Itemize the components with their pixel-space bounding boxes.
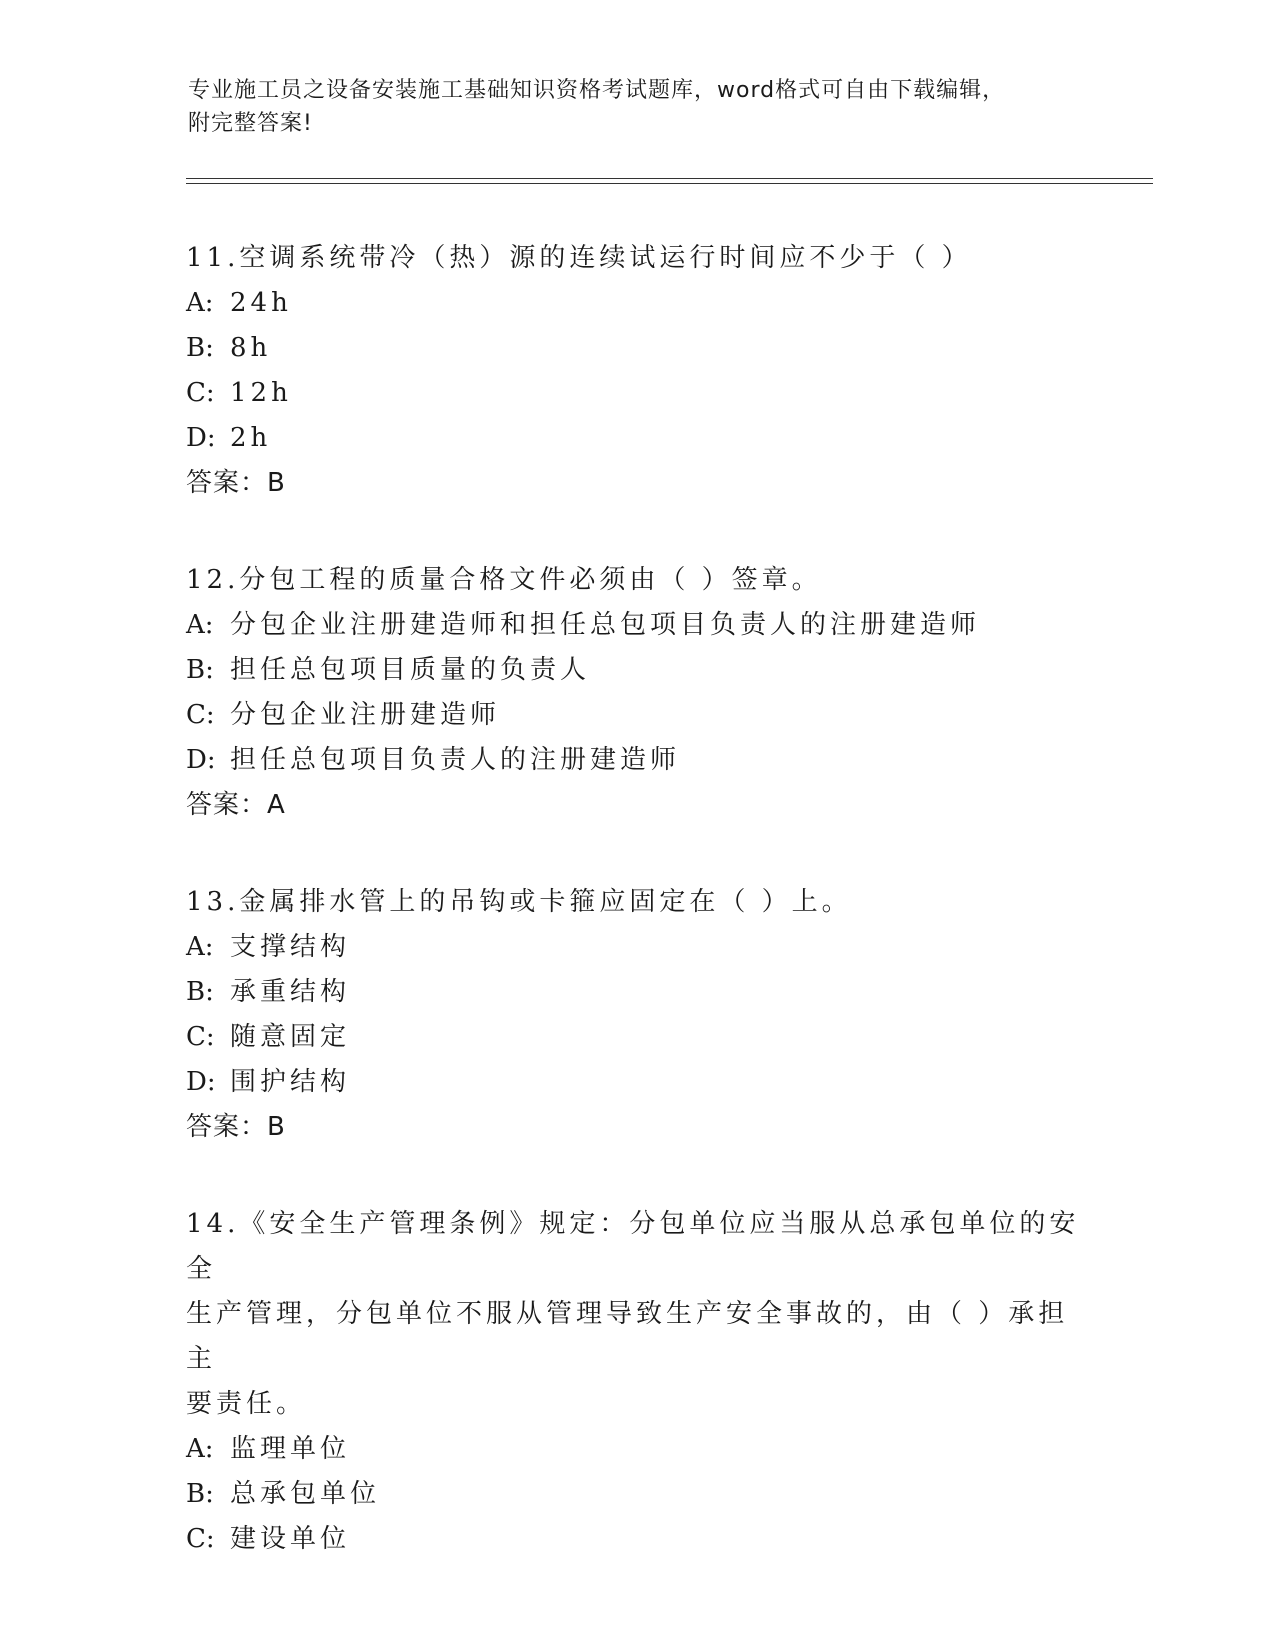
option-a — [186, 1427, 1086, 1472]
answer-line: 答案：B — [186, 468, 286, 498]
option-key: C: — [186, 1022, 215, 1052]
option-text: 分包企业注册建造师 — [230, 700, 501, 730]
option-key: B: — [186, 1479, 214, 1509]
option-text: 随意固定 — [230, 1022, 351, 1052]
option-text: 8h — [230, 333, 272, 363]
question-stem — [186, 1202, 1086, 1427]
option-key: C: — [186, 378, 215, 408]
option-d — [186, 416, 1086, 461]
option-text: 12h — [230, 378, 292, 408]
option-key: D: — [186, 1067, 216, 1097]
option-a — [186, 925, 1086, 970]
option-text: 监理单位 — [230, 1434, 351, 1464]
question-stem: 13.金属排水管上的吊钩或卡箍应固定在（ ）上。 — [186, 887, 852, 917]
option-key: B: — [186, 977, 214, 1007]
question-stem-line-1: 14.《安全生产管理条例》规定：分包单位应当服从总承包单位的安全 — [186, 1209, 1080, 1284]
option-text: 支撑结构 — [230, 932, 351, 962]
option-text: 分包企业注册建造师和担任总包项目负责人的注册建造师 — [230, 610, 981, 640]
option-text: 24h — [230, 288, 292, 318]
option-text: 担任总包项目质量的负责人 — [230, 655, 591, 685]
question-stem-line-2: 生产管理，分包单位不服从管理导致生产安全事故的，由（ ）承担主 — [186, 1299, 1069, 1374]
option-key: C: — [186, 1524, 215, 1554]
option-b — [186, 1472, 1086, 1517]
option-a — [186, 281, 1086, 326]
option-b — [186, 970, 1086, 1015]
question-stem-line-3: 要责任。 — [186, 1389, 307, 1419]
option-key: A: — [186, 610, 214, 640]
header-line-2: 附完整答案! — [188, 111, 313, 136]
document-header — [188, 74, 1088, 140]
header-line-1: 专业施工员之设备安装施工基础知识资格考试题库，word格式可自由下载编辑， — [188, 78, 1006, 103]
option-text: 承重结构 — [230, 977, 351, 1007]
question-list — [186, 236, 1086, 1614]
option-text: 围护结构 — [230, 1067, 351, 1097]
question-12 — [186, 558, 1086, 828]
option-key: C: — [186, 700, 215, 730]
option-key: A: — [186, 288, 214, 318]
option-b — [186, 326, 1086, 371]
option-c — [186, 693, 1086, 738]
option-key: D: — [186, 423, 216, 453]
option-text: 建设单位 — [230, 1524, 351, 1554]
option-key: B: — [186, 655, 214, 685]
option-c — [186, 1517, 1086, 1562]
question-stem: 11.空调系统带冷（热）源的连续试运行时间应不少于（ ） — [186, 243, 972, 273]
answer-line: 答案：B — [186, 1112, 286, 1142]
header-divider-bottom — [186, 183, 1153, 184]
option-c — [186, 1015, 1086, 1060]
option-text: 2h — [230, 423, 272, 453]
option-key: A: — [186, 1434, 214, 1464]
option-d — [186, 738, 1086, 783]
option-b — [186, 648, 1086, 693]
question-stem: 12.分包工程的质量合格文件必须由（ ）签章。 — [186, 565, 822, 595]
option-key: D: — [186, 745, 216, 775]
option-key: B: — [186, 333, 214, 363]
option-text: 总承包单位 — [230, 1479, 381, 1509]
option-c — [186, 371, 1086, 416]
header-divider-top — [186, 178, 1153, 179]
answer-line: 答案：A — [186, 790, 286, 820]
option-key: A: — [186, 932, 214, 962]
question-13 — [186, 880, 1086, 1150]
option-text: 担任总包项目负责人的注册建造师 — [230, 745, 681, 775]
option-a — [186, 603, 1086, 648]
question-11 — [186, 236, 1086, 506]
question-14 — [186, 1202, 1086, 1562]
option-d — [186, 1060, 1086, 1105]
